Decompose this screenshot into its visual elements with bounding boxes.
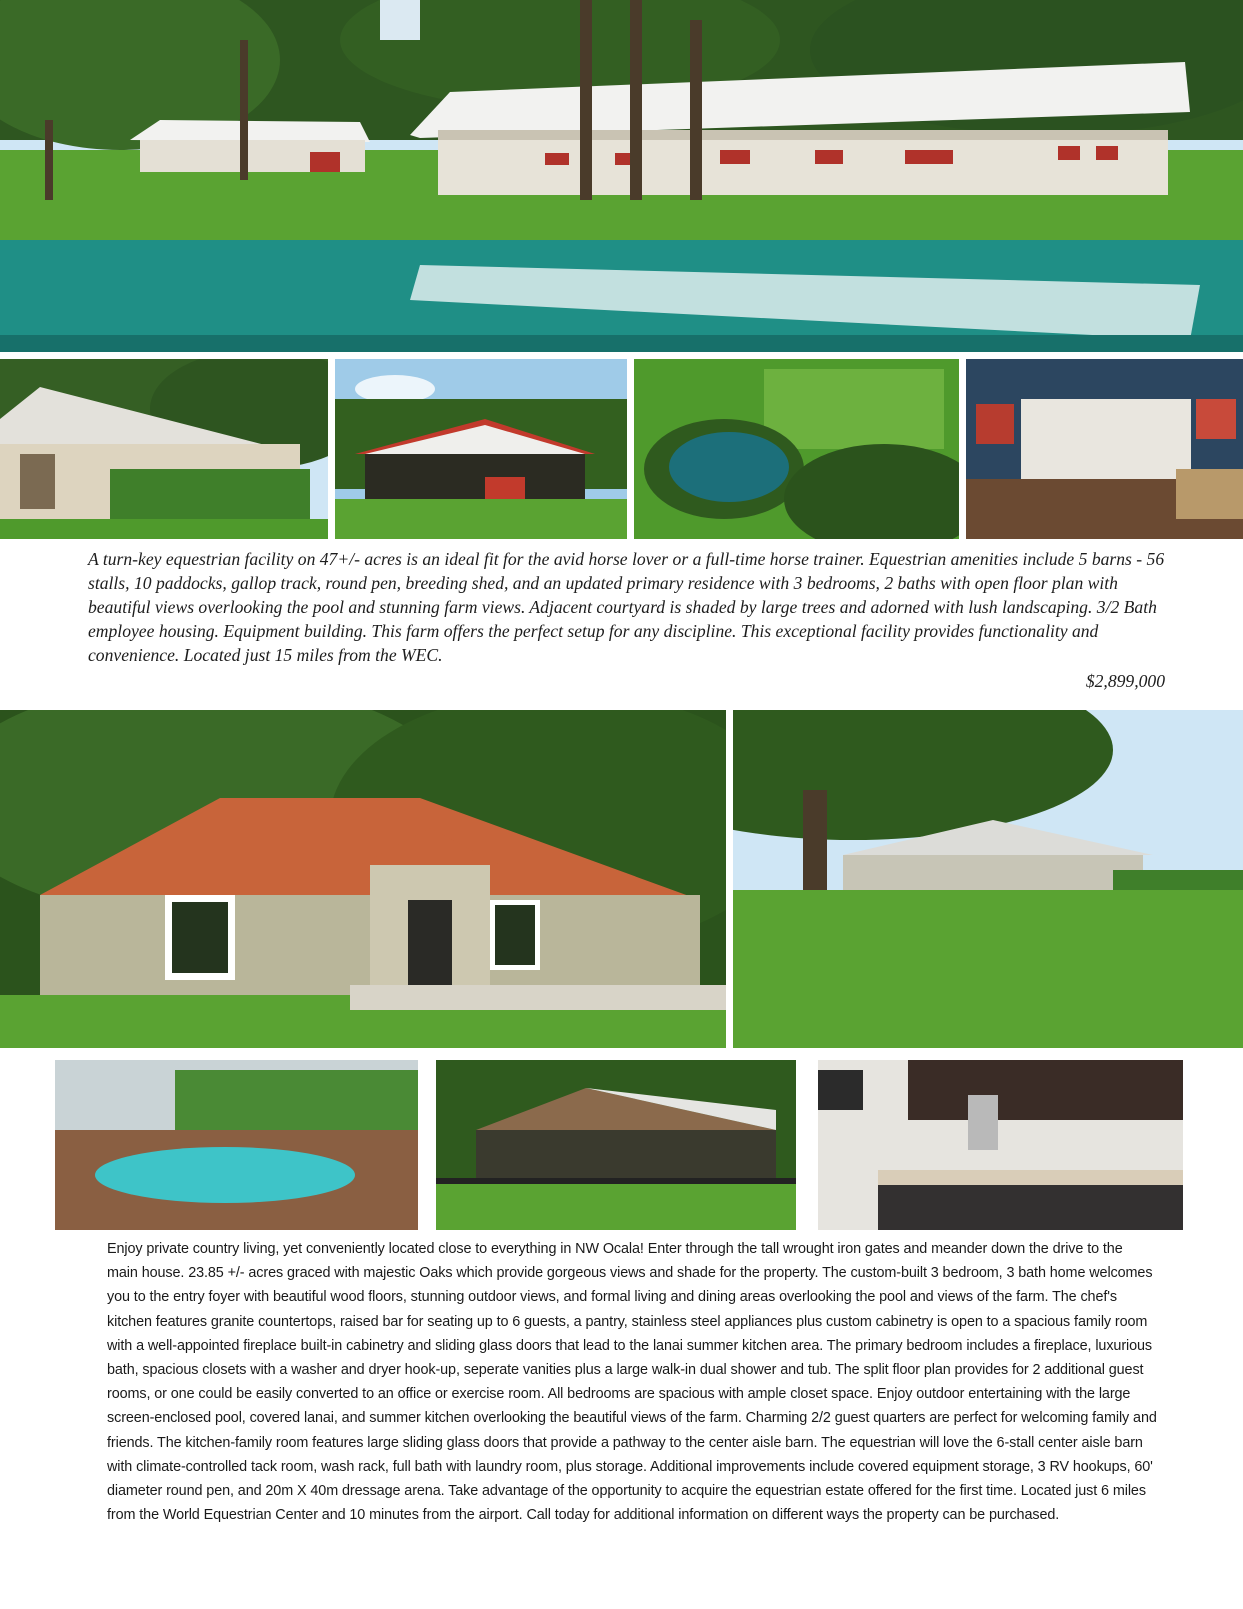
listing1-description: A turn-key equestrian facility on 47+/- acres is an ideal fit for the avid horse lover or a full-time horse trainer. Equestrian amenities include 5 barns - 56 stalls, 10 paddocks, gallop track, round pen, breeding shed, and an updated primary residence with 3 bedrooms, 2 baths with open floor plan with beautiful views overlooking the pool and stunning farm views. Adjacent courtyard is shaded by large trees and adorned with lush landscaping. 3/2 Bath employee housing. Equipment building. This farm offers the perfect setup for any discipline. This exceptional facility provides functionality and convenience. Located just 15 miles from the WEC.: [88, 549, 1165, 665]
photo-aerial-pond: [634, 359, 959, 539]
hero-photo-barn-pond: [0, 0, 1243, 352]
photo-covered-arena: [436, 1060, 796, 1230]
listing2-description: Enjoy private country living, yet conveniently located close to everything in NW Ocala! Enter through the tall wrought iron gates and meander down the drive to the main house. 23.85 +/- acres graced with majestic Oaks which provide gorgeous views and shade for the property. The custom-built 3 bedroom, 3 bath home welcomes you to the entry foyer with beautiful wood floors, stunning outdoor views, and formal living and dining areas overlooking the pool and views of the farm. The chef's kitchen features granite countertops, raised bar for seating up to 6 guests, a pantry, stainless steel appliances plus custom cabinetry is open to a spacious family room with a well-appointed fireplace built-in cabinetry and sliding glass doors that lead to the lanai summer kitchen area. The primary bedroom includes a fireplace, luxurious bath, spacious closets with a washer and dryer hook-up, seperate vanities plus a large walk-in dual shower and tub. The split floor plan provides for 2 additional guest rooms, or one could be easily converted to an office or exercise room. All bedrooms are spacious with ample closet space. Enjoy outdoor entertaining with the large screen-enclosed pool, covered lanai, and summer kitchen overlooking the beautiful views of the farm. Charming 2/2 guest quarters are perfect for welcoming family and friends. The kitchen-family room features large sliding glass doors that provide a pathway to the center aisle barn. The equestrian will love the 6-stall center aisle barn with climate-controlled tack room, wash rack, full bath with laundry room, plus storage. Additional improvements include covered equipment storage, 3 RV hookups, 60' diameter round pen, and 20m X 40m dressage arena. Take advantage of the opportunity to acquire the equestrian estate offered for the first time. Located just 6 miles from the World Equestrian Center and 10 minutes from the airport. Call today for additional information on different ways the property can be purchased.: [107, 1241, 1157, 1524]
listing1-price: $2,899,000: [1085, 671, 1165, 691]
photo-living-room: [966, 359, 1243, 539]
photo-screened-pool: [55, 1060, 418, 1230]
photo-red-pavilion: [335, 359, 627, 539]
photo-barn-hedge: [0, 359, 328, 539]
photo-oak-guest-house: [733, 710, 1243, 1048]
photo-main-house: [0, 710, 726, 1048]
photo-kitchen: [818, 1060, 1183, 1230]
